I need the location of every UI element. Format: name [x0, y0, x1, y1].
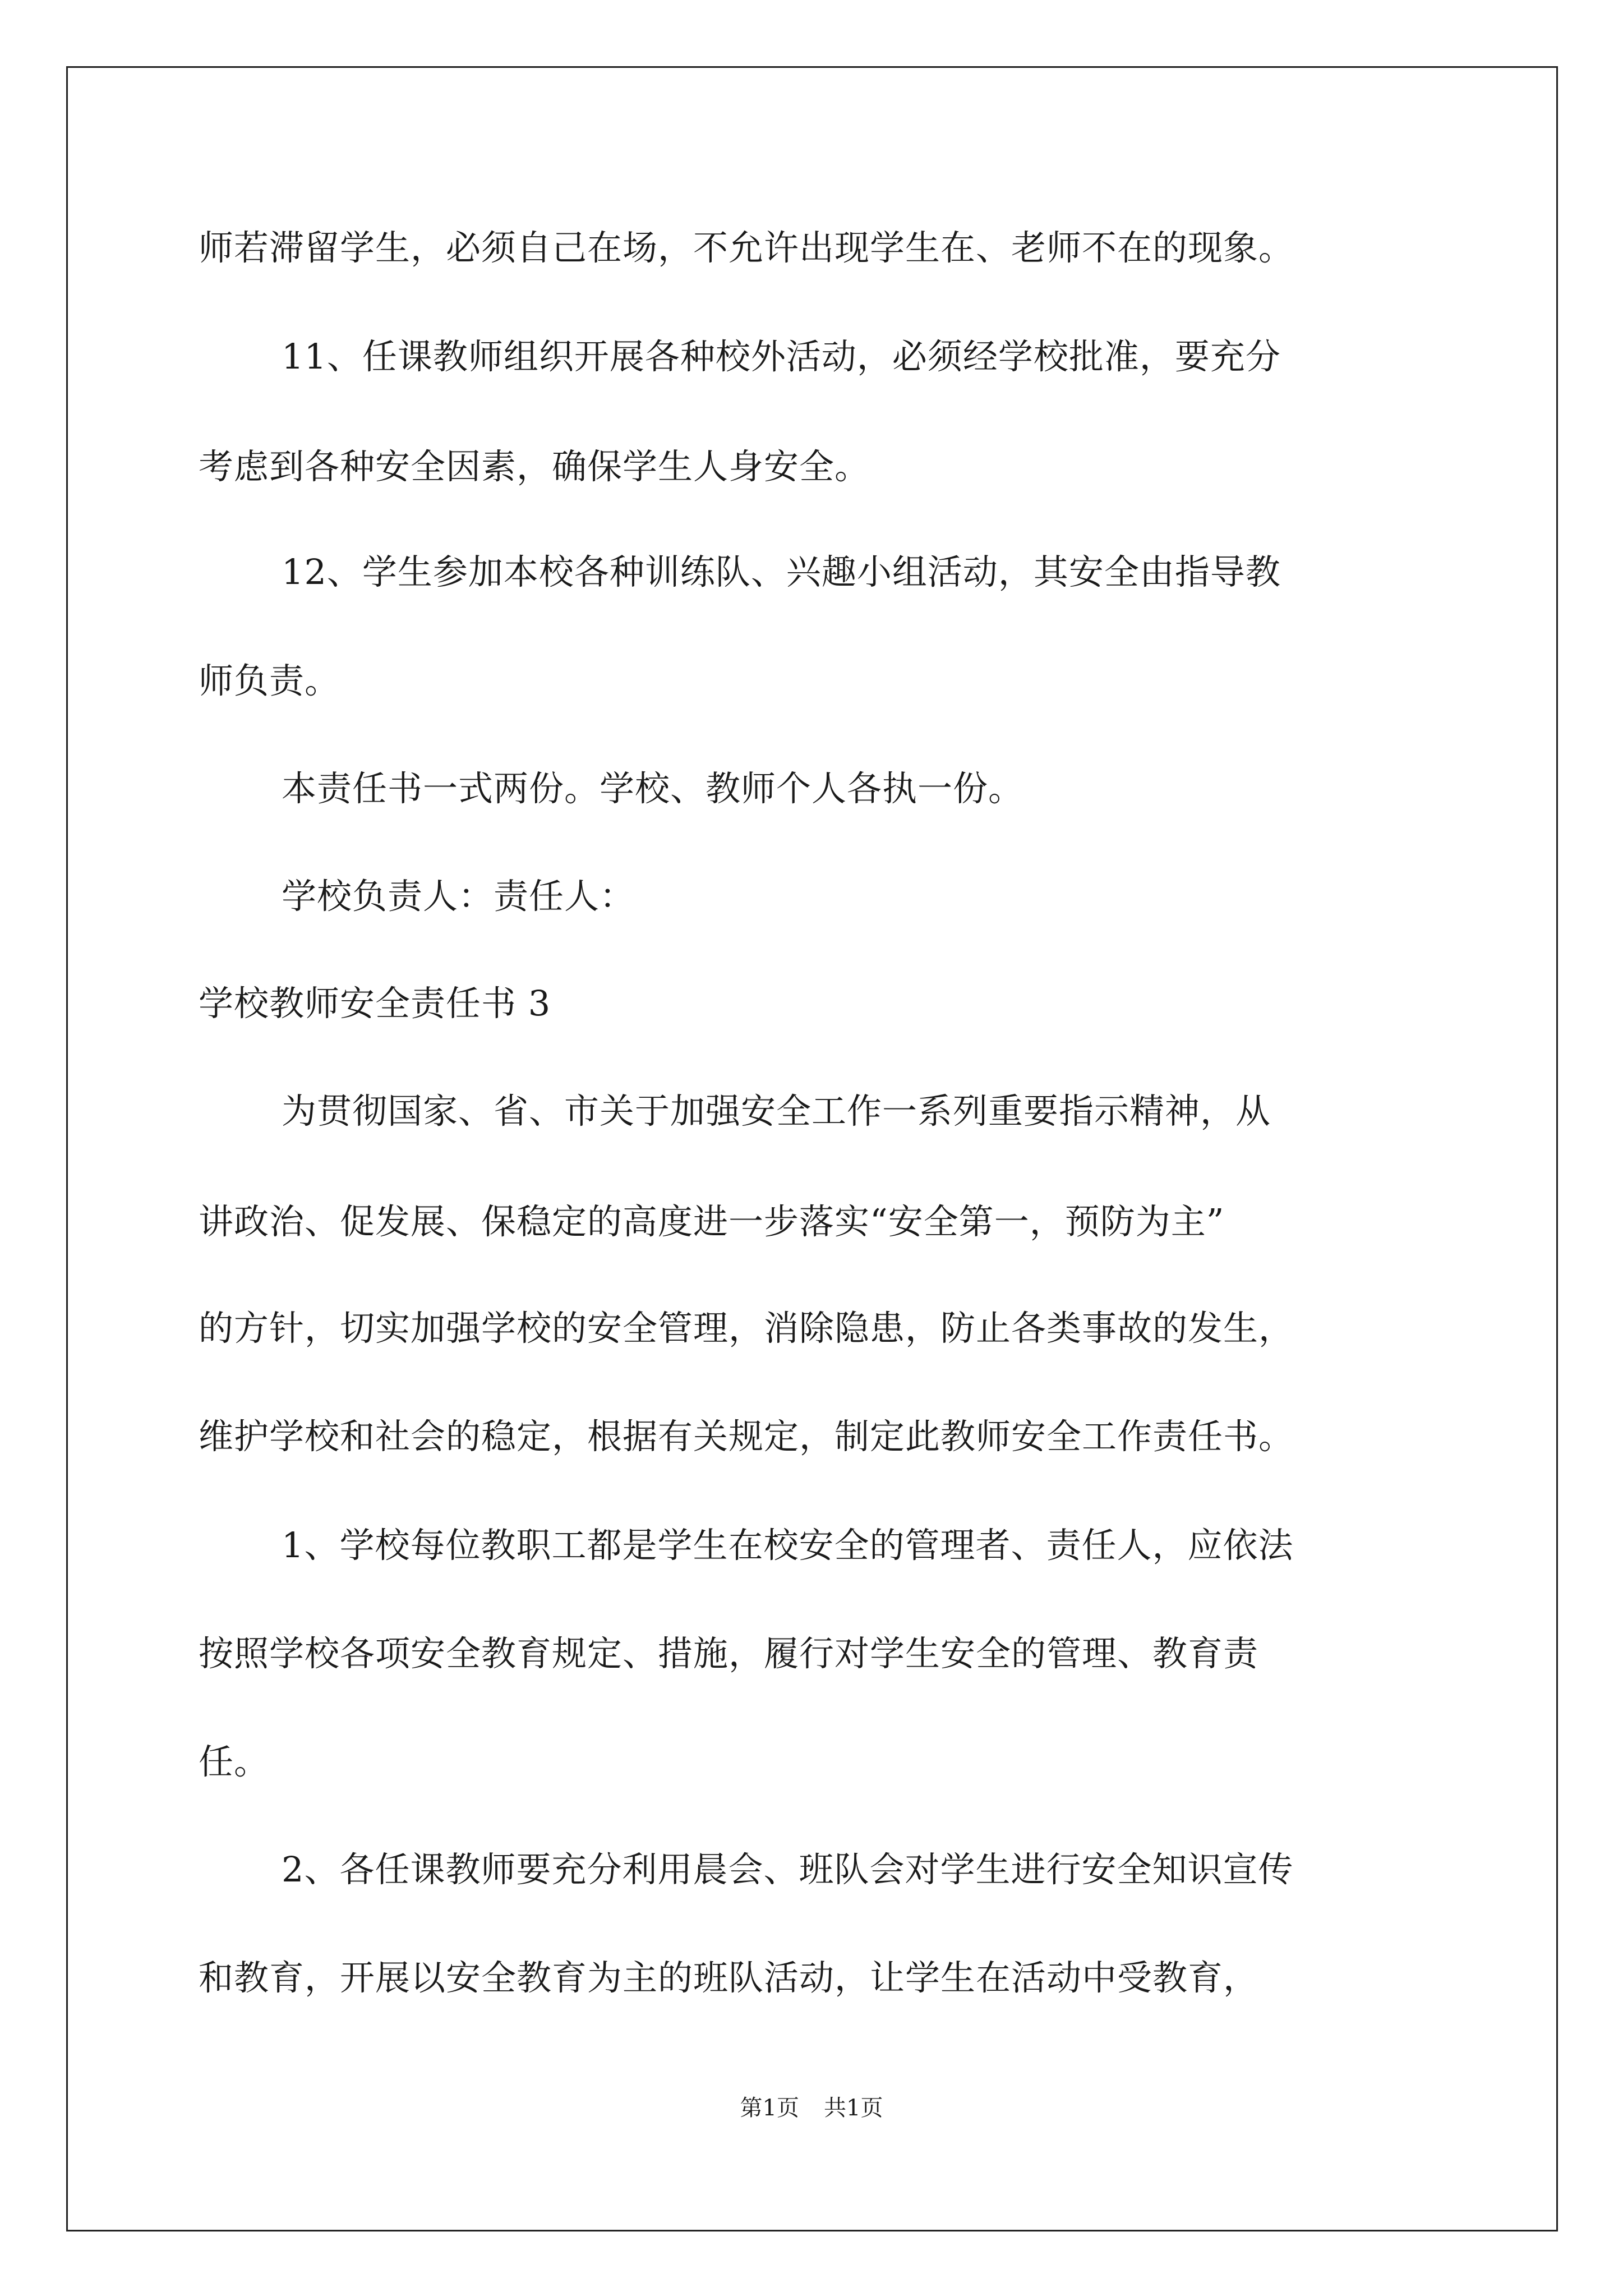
- text-line: 维护学校和社会的稳定，根据有关规定，制定此教师安全工作责任书。: [199, 1416, 1294, 1457]
- text-line: 学校负责人：责任人：: [282, 876, 635, 917]
- text-line: 考虑到各种安全因素，确保学生人身安全。: [199, 446, 870, 487]
- text-line: 1、学校每位教职工都是学生在校安全的管理者、责任人，应依法: [282, 1525, 1294, 1566]
- text-line: 2、各任课教师要充分利用晨会、班队会对学生进行安全知识宣传: [282, 1849, 1294, 1890]
- page-footer: [0, 2097, 1623, 2119]
- text-line: 师负责。: [199, 660, 340, 701]
- text-line: 12、学生参加本校各种训练队、兴趣小组活动，其安全由指导教: [282, 551, 1281, 592]
- text-line: 本责任书一式两份。学校、教师个人各执一份。: [282, 768, 1024, 809]
- text-line: 为贯彻国家、省、市关于加强安全工作一系列重要指示精神，从: [282, 1091, 1271, 1131]
- section-heading: 学校教师安全责任书 3: [199, 983, 551, 1024]
- page-number: 第1页: [740, 2095, 799, 2121]
- text-line: 按照学校各项安全教育规定、措施，履行对学生安全的管理、教育责: [199, 1633, 1259, 1674]
- text-line: 的方针，切实加强学校的安全管理，消除隐患，防止各类事故的发生，: [199, 1308, 1294, 1349]
- text-line: 11、任课教师组织开展各种校外活动，必须经学校批准，要充分: [282, 336, 1281, 377]
- text-line: 任。: [199, 1741, 270, 1782]
- text-line: 讲政治、促发展、保稳定的高度进一步落实“安全第一，预防为主”: [199, 1201, 1225, 1242]
- page-border: [66, 66, 1558, 2231]
- page-total: 共1页: [824, 2095, 883, 2121]
- text-line: 和教育，开展以安全教育为主的班队活动，让学生在活动中受教育，: [199, 1957, 1259, 1998]
- text-line: 师若滞留学生，必须自己在场，不允许出现学生在、老师不在的现象。: [199, 227, 1294, 268]
